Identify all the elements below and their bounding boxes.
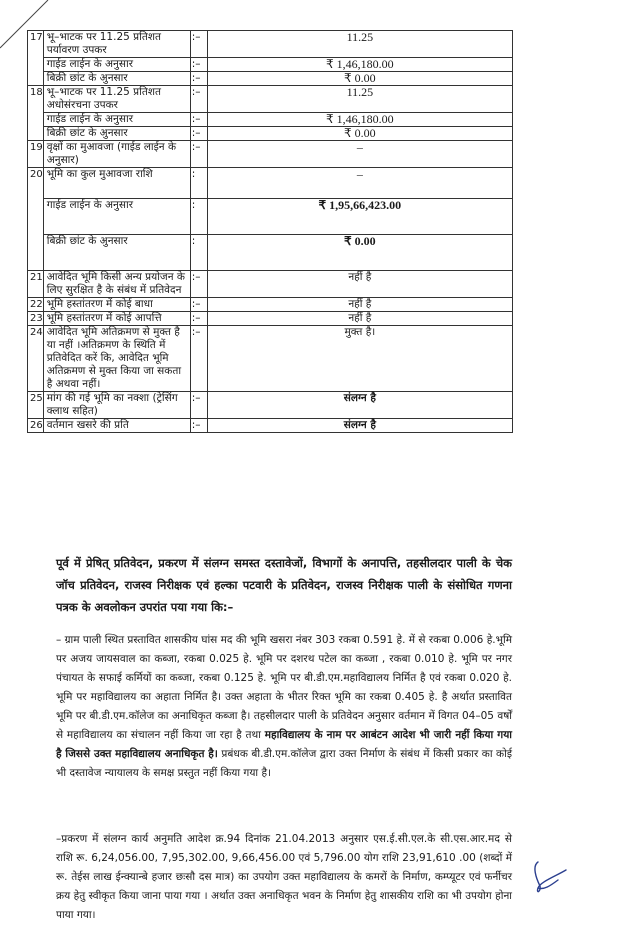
table-row <box>28 419 513 433</box>
row-number: 24 <box>28 326 44 392</box>
row-separator: :– <box>190 392 207 419</box>
row-label: वृक्षों का मुआवजा (गाईड लाईन के अनुसार) <box>43 141 190 168</box>
row-separator: : <box>190 199 207 235</box>
row-value: नहीं है <box>207 271 512 298</box>
row-separator: :– <box>190 419 207 433</box>
row-number: 23 <box>28 312 44 326</box>
row-value: 11.25 <box>207 86 512 113</box>
row-value: ₹ 1,46,180.00 <box>207 113 512 127</box>
findings-paragraph-2: –प्रकरण में संलग्न कार्य अनुमति आदेश क्र.94 दिनांक 21.04.2013 अनुसार एस.ई.सी.एल.के सी.एस.आर.मद से राशि रू. 6,24,056.00, 7,95,302.00, 9,66,456.00 एवं 5,796.00 योग राशि 23,91,610 .00 (शब्दों में रू. तेईस लाख ईन्क्यान्बे हजार छःसौ दस मात्र) का उपयोग उक्त महाविद्यालय के कमरों के निर्माण, कम्प्यूटर एवं फर्नीचर क्रय हेतु स्वीकृत किया जाना पाया गया । अर्थात उक्त अनाधिकृत भवन के निर्माण हेतु शासकीय राशि का भी उपयोग होना पाया गया। <box>56 832 512 921</box>
row-label: गाईड लाईन के अनुसार <box>43 58 190 72</box>
table-row <box>28 298 513 312</box>
table-row <box>28 58 513 72</box>
findings-text: – ग्राम पाली स्थित प्रस्तावित शासकीय घांस मद की भूमि खसरा नंबर 303 रकबा 0.591 हे. में से रकबा 0.006 हे.भूमि पर अजय जायसवाल का कब्जा, रकबा 0.025 हे. भूमि पर दशरथ पटेल का कब्जा , रकबा 0.010 हे. भूमि पर नगर पंचायत के सफाई कर्मियों का कब्जा, रकबा 0.125 हे. भूमि पर बी.डी.एम.महाविद्यालय निर्मित है एवं रकबा 0.020 हे. भूमि पर महाविद्यालय का अहाता निर्मित है। उक्त अहाता के भीतर रिक्त भूमि का रकबा 0.405 हे. है अर्थात प्रस्तावित भूमि पर बी.डी.एम.कॉलेज का अनाधिकृत कब्जा है। तहसीलदार पाली के प्रतिवेदन अनुसार वर्तमान में विगत 04–05 वर्षों से महाविद्यालय का संचालन नहीं किया जा रहा है तथा <box>56 633 512 741</box>
heading-paragraph: पूर्व में प्रेषित् प्रतिवेदन, प्रकरण में संलग्न समस्त दस्तावेजों, विभागों के अनापत्ति, तहसीलदार पाली के चेक जॉच प्रतिवेदन, राजस्व निरीक्षक एवं हल्का पटवारी के प्रतिवेदन, राजस्व निरीक्षक पाली के संसोधित गणना पत्रक के अवलोकन उपरांत पया गया कि:– <box>56 555 512 614</box>
row-separator: :– <box>190 31 207 58</box>
row-separator: :– <box>190 86 207 113</box>
row-separator: :– <box>190 127 207 141</box>
row-label: वर्तमान खसरे की प्रति <box>43 419 190 433</box>
table-row <box>28 127 513 141</box>
row-label: बिक्री छांट के अुनसार <box>43 72 190 86</box>
row-label: भू–भाटक पर 11.25 प्रतिशत पर्यावरण उपकर <box>43 31 190 58</box>
row-separator: :– <box>190 326 207 392</box>
row-label: गाईड लाईन के अनुसार <box>43 199 190 235</box>
findings-paragraph-1 <box>56 631 512 783</box>
findings-text-end: प्रबंधक बी.डी.एम.कॉलेज द्वारा उक्त निर्माण के संबंध में किसी प्रकार का कोई भी दस्तावेज न्यायालय के समक्ष प्रस्तुत नहीं किया गया है। <box>56 747 513 779</box>
findings-bold-text: महाविद्यालय के नाम पर आबंटन आदेश भी जारी नहीं किया गया है जिससे उक्त महाविद्यालय अनाधिकृत है। <box>56 728 512 760</box>
row-value: नहीं है <box>207 298 512 312</box>
row-separator: :– <box>190 141 207 168</box>
table-row <box>28 199 513 235</box>
row-number: 18 <box>28 86 44 141</box>
row-value: नहीं है <box>207 312 512 326</box>
signature-icon <box>526 858 576 898</box>
row-label: भूमि हस्तांतरण में कोई बाधा <box>43 298 190 312</box>
row-label: आवेदित भूमि अतिक्रमण से मुक्त है या नहीं ।अतिक्रमण के स्थिति में प्रतिवेदित करें कि, आवेदित भूमि अतिक्रमण से मुक्त किया जा सकता है अथवा नहीं। <box>43 326 190 392</box>
land-report-table <box>27 30 513 433</box>
table-row <box>28 72 513 86</box>
table-row <box>28 31 513 58</box>
row-value: ₹ 1,95,66,423.00 <box>207 199 512 235</box>
row-number: 26 <box>28 419 44 433</box>
table-row <box>28 168 513 199</box>
row-separator: :– <box>190 298 207 312</box>
table-row <box>28 141 513 168</box>
row-label: बिक्री छांट के अुनसार <box>43 235 190 271</box>
row-separator: : <box>190 235 207 271</box>
table-row <box>28 271 513 298</box>
table-row <box>28 86 513 113</box>
row-value: – <box>207 141 512 168</box>
table-row <box>28 392 513 419</box>
table-row <box>28 326 513 392</box>
row-separator: :– <box>190 72 207 86</box>
row-value: ₹ 0.00 <box>207 235 512 271</box>
row-separator: : <box>190 168 207 199</box>
row-number: 19 <box>28 141 44 168</box>
row-separator: :– <box>190 271 207 298</box>
row-number: 22 <box>28 298 44 312</box>
row-label: मांग की गई भूमि का नक्शा (ट्रेसिंग क्लाथ सहित) <box>43 392 190 419</box>
table-row <box>28 113 513 127</box>
row-value: 11.25 <box>207 31 512 58</box>
row-number: 21 <box>28 271 44 298</box>
row-value: ₹ 0.00 <box>207 127 512 141</box>
table-row <box>28 312 513 326</box>
row-separator: :– <box>190 312 207 326</box>
row-value: मुक्त है। <box>207 326 512 392</box>
row-value: संलग्न है <box>207 392 512 419</box>
row-label: भू–भाटक पर 11.25 प्रतिशत अधोसंरचना उपकर <box>43 86 190 113</box>
row-number: 20 <box>28 168 44 271</box>
row-separator: :– <box>190 58 207 72</box>
row-number: 17 <box>28 31 44 86</box>
row-label: बिक्री छांट के अुनसार <box>43 127 190 141</box>
table-row <box>28 235 513 271</box>
row-value: – <box>207 168 512 199</box>
row-separator: :– <box>190 113 207 127</box>
row-label: भूमि का कुल मुआवजा राशि <box>43 168 190 199</box>
row-number: 25 <box>28 392 44 419</box>
row-value: ₹ 1,46,180.00 <box>207 58 512 72</box>
row-value: ₹ 0.00 <box>207 72 512 86</box>
row-label: आवेदित भूमि किसी अन्य प्रयोजन के लिए सुरक्षित है के संबंध में प्रतिवेदन <box>43 271 190 298</box>
row-label: गाईड लाईन के अनुसार <box>43 113 190 127</box>
row-label: भूमि हस्तांतरण में कोई आपत्ति <box>43 312 190 326</box>
row-value: संलग्न है <box>207 419 512 433</box>
